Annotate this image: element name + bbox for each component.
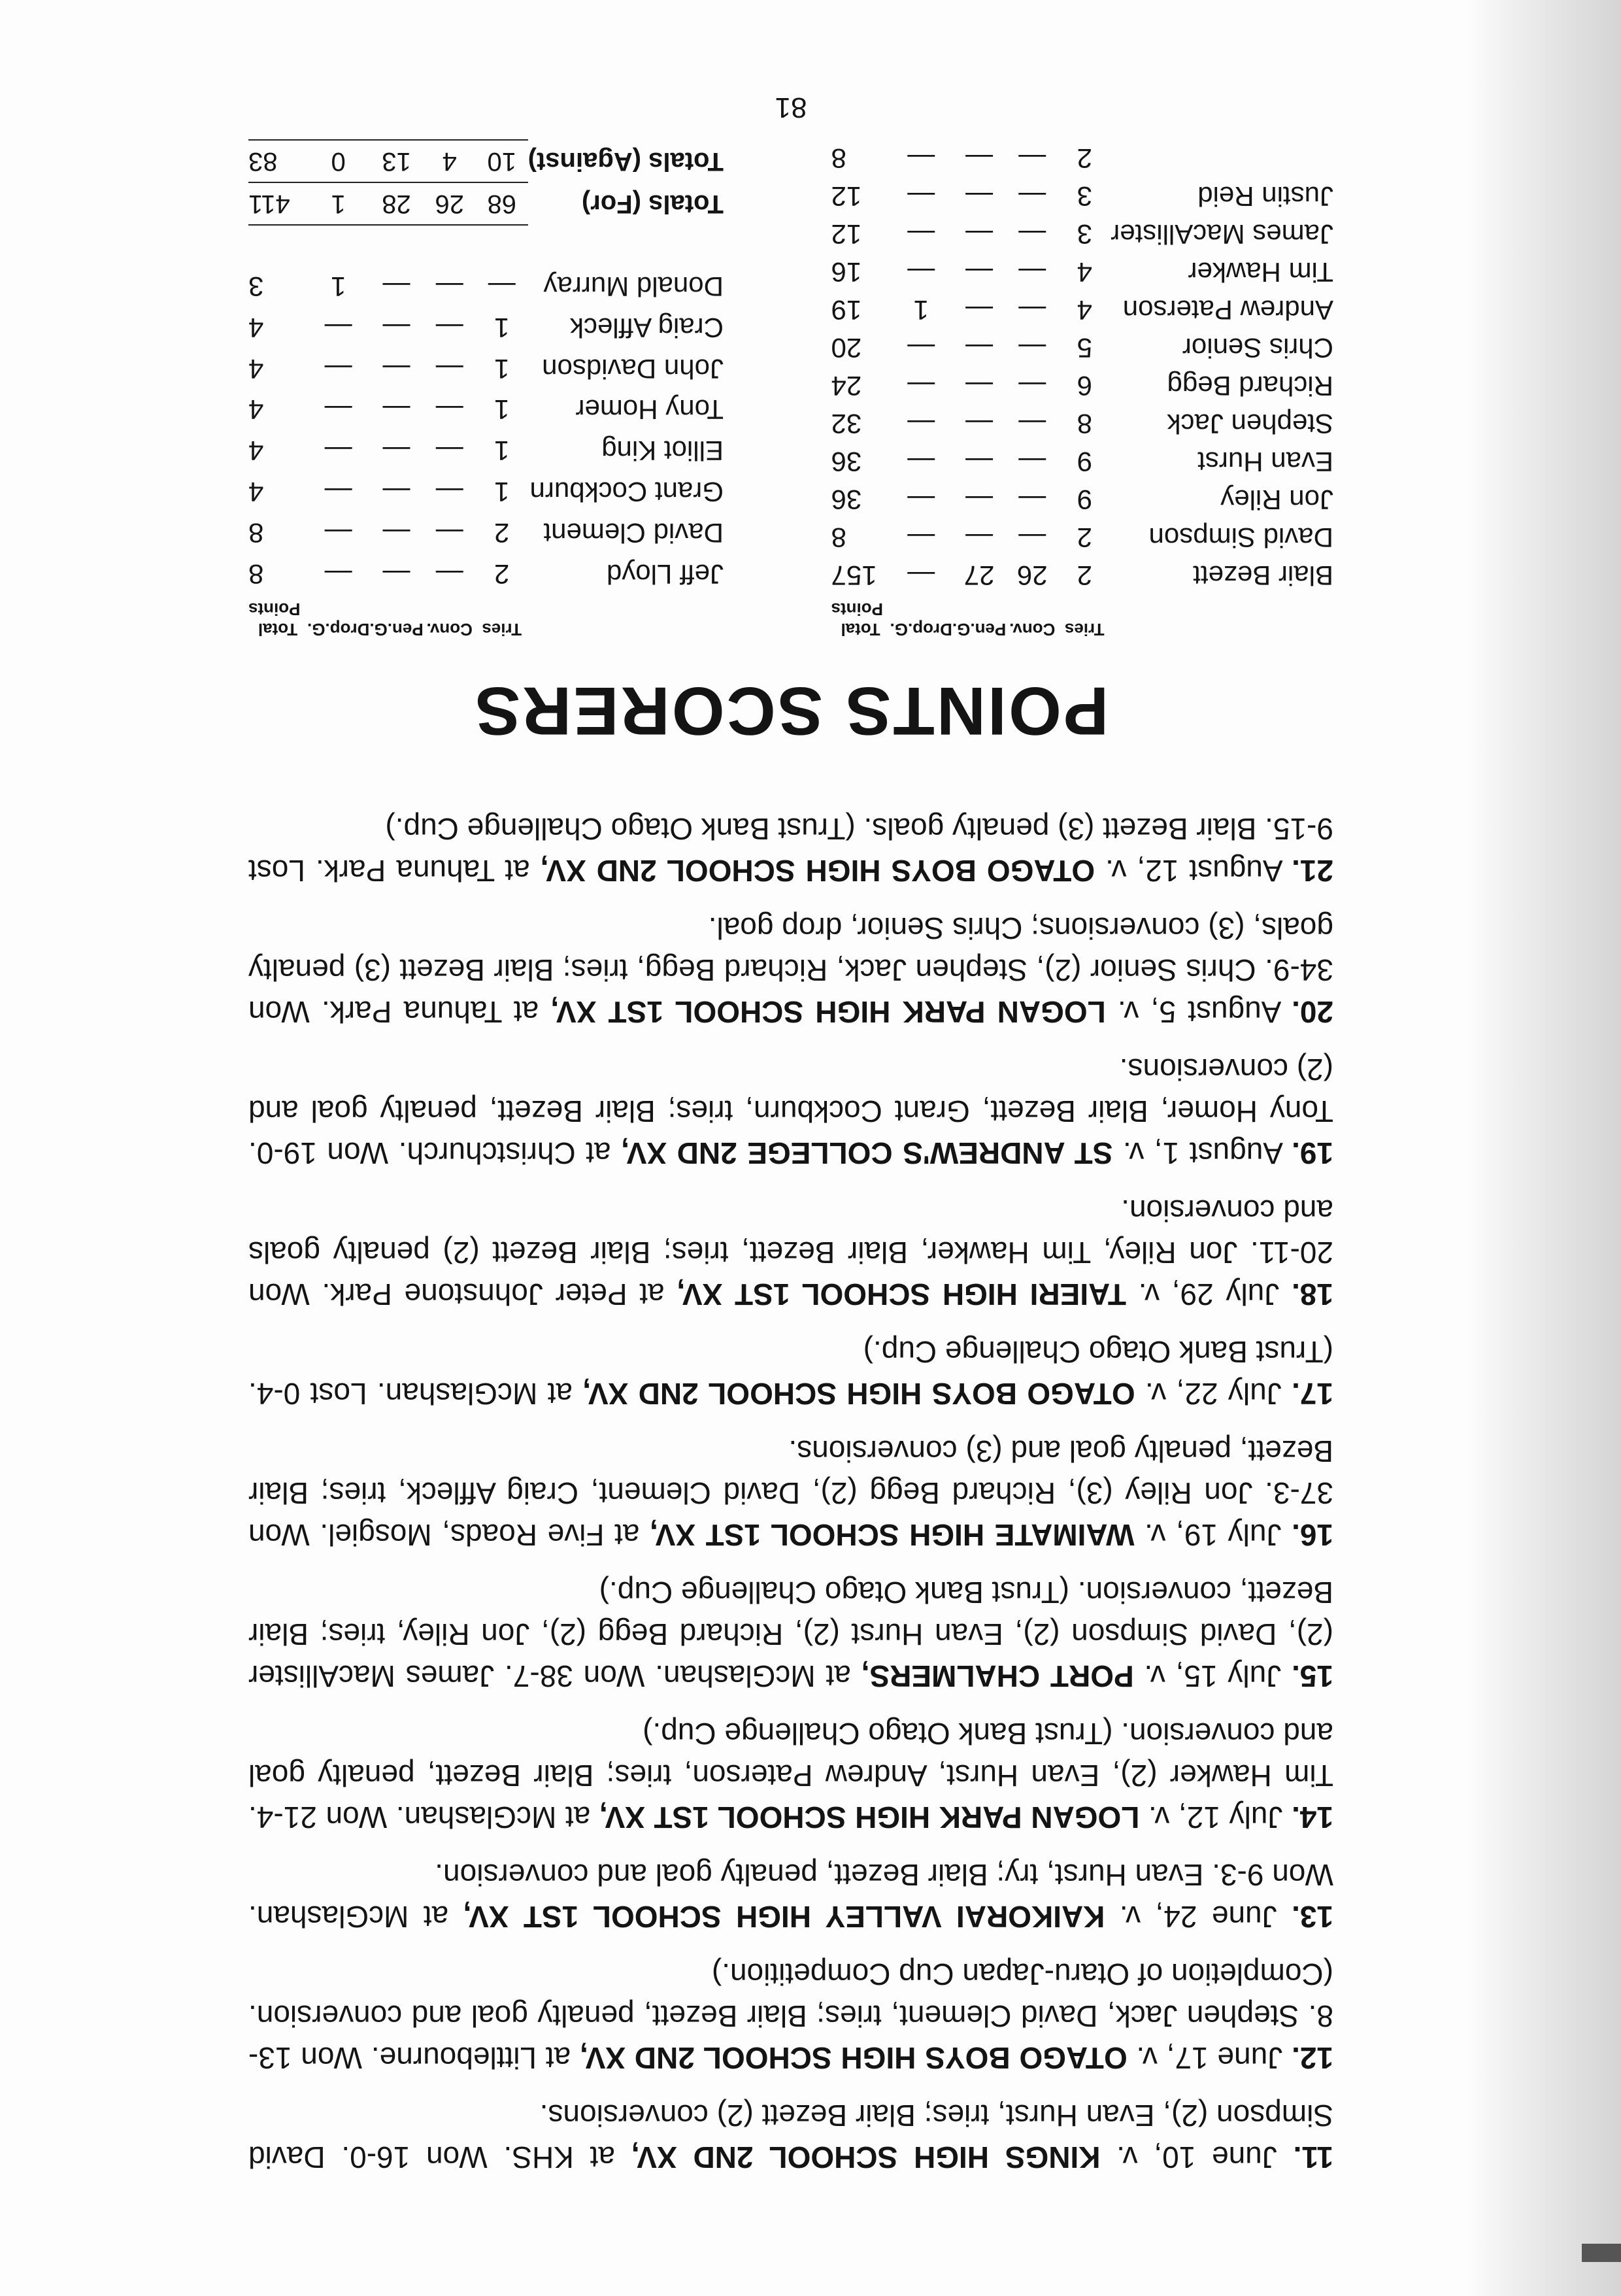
cell-total: 4 <box>248 312 264 343</box>
player-name: Blair Bezett <box>1193 560 1333 591</box>
cell-pen: — <box>965 219 994 250</box>
cell-drop: — <box>907 181 935 212</box>
player-name <box>1111 139 1333 177</box>
cell-conv: — <box>435 558 463 590</box>
cell-conv: — <box>1018 447 1046 477</box>
col-header-points: Points <box>831 599 883 619</box>
cell-total: 16 <box>831 257 862 288</box>
match-date: July 12, v. <box>1139 1800 1292 1834</box>
cell-tries: 10 <box>476 140 528 182</box>
cell-total: 8 <box>248 558 264 590</box>
scorer-row <box>831 215 1333 253</box>
match-number: 11. <box>1293 2140 1333 2174</box>
cell-total: 8 <box>831 522 846 553</box>
cell-drop: — <box>907 143 935 174</box>
match-date: June 24, v. <box>1105 1900 1292 1934</box>
cell-pen: — <box>382 435 410 467</box>
player-name: James MacAllister <box>1111 219 1333 250</box>
cell-pen: — <box>965 181 994 212</box>
cell-pen: — <box>965 143 994 174</box>
match-number: 12. <box>1292 2041 1333 2075</box>
player-name: Tim Hawker <box>1188 257 1333 288</box>
cell-drop: 0 <box>307 140 369 182</box>
match-entry <box>248 1713 1333 1838</box>
cell-total: 83 <box>248 140 307 182</box>
cell-pen: — <box>965 371 994 401</box>
cell-conv: — <box>435 353 463 384</box>
cell-pen: 13 <box>369 140 423 182</box>
match-opponent: LOGAN PARK HIGH SCHOOL 1ST XV, <box>550 995 1106 1029</box>
cell-pen: 28 <box>369 182 423 225</box>
cell-conv: — <box>1018 181 1046 212</box>
match-date: August 12, v. <box>1095 854 1292 888</box>
match-date: July 19, v. <box>1134 1518 1292 1552</box>
cell-conv: — <box>1018 371 1046 401</box>
match-date: June 10, v. <box>1100 2140 1294 2174</box>
cell-drop: — <box>324 435 352 467</box>
match-entry <box>248 1854 1333 1938</box>
match-number: 17. <box>1292 1377 1333 1411</box>
cell-pen: — <box>382 394 410 426</box>
scorer-row <box>831 253 1333 291</box>
match-entry <box>248 1190 1333 1315</box>
cell-total: 19 <box>831 295 862 326</box>
match-details: at Tahuna Park. Won 34-9. Chris Senior (2), Stephen Jack, Richard Begg, tries; Blair Bezett (3) penalty goals, (3) conversions; Chris Senior, drop goal. <box>248 911 1333 1029</box>
cell-total: 36 <box>831 484 862 515</box>
cell-total: 4 <box>248 435 264 467</box>
col-header-pen: Pen.G. <box>952 620 1007 639</box>
cell-pen: — <box>382 558 410 590</box>
match-entry <box>248 1572 1333 1697</box>
cell-total: 20 <box>831 333 862 363</box>
player-name: Chris Senior <box>1182 333 1333 363</box>
cell-total: 12 <box>831 181 862 212</box>
cell-tries: 2 <box>1077 522 1092 553</box>
match-entry <box>248 808 1333 892</box>
cell-pen: — <box>382 353 410 384</box>
col-header-conv: Conv. <box>1009 620 1056 639</box>
match-details: at KHS. Won 16-0. David Simpson (2), Evan Hurst, tries; Blair Bezett (2) conversions. <box>248 2099 1333 2174</box>
match-details: at Five Roads, Mosgiel. Won 37-3. Jon Riley (3), Richard Begg (2), David Clement, Craig Affleck, tries; Blair Bezett, penalty goal and (3) conversions. <box>248 1434 1333 1552</box>
cell-pen: — <box>965 484 994 515</box>
cell-conv: — <box>1018 219 1046 250</box>
cell-conv: — <box>1018 522 1046 553</box>
player-name: Elliot King <box>601 435 724 467</box>
player-name: Evan Hurst <box>1197 447 1333 477</box>
cell-pen: — <box>965 409 994 439</box>
cell-tries: 3 <box>1077 219 1092 250</box>
cell-conv: — <box>435 435 463 467</box>
scorer-row <box>248 266 724 307</box>
cell-pen: 27 <box>963 560 995 591</box>
cell-tries: — <box>488 271 516 303</box>
cell-tries: 1 <box>494 312 510 343</box>
cell-pen: — <box>965 295 994 326</box>
cell-pen: — <box>382 271 410 303</box>
cell-conv: — <box>1018 409 1046 439</box>
col-header-tries: Tries <box>1064 620 1105 639</box>
match-entry <box>248 1953 1333 2079</box>
scorer-row <box>248 182 724 225</box>
match-number: 20. <box>1292 995 1333 1029</box>
cell-drop: 1 <box>307 182 369 225</box>
cell-tries: 9 <box>1077 447 1092 477</box>
col-header-total: Total <box>258 620 298 639</box>
player-name: Stephen Jack <box>1167 409 1333 439</box>
scorer-row <box>248 348 724 389</box>
match-entry <box>248 2095 1333 2178</box>
col-header-pen: Pen.G. <box>369 620 424 639</box>
match-details: at Littlebourne. Won 13-8. Stephen Jack, David Clement, tries; Blair Bezett, penalty goal and conversion. (Completion of Otaru-Japan Cup Competition.) <box>248 1957 1333 2075</box>
match-opponent: KINGS HIGH SCHOOL 2ND XV, <box>631 2140 1101 2174</box>
cell-total: 24 <box>831 371 862 401</box>
col-header-drop: Drop.G. <box>890 620 952 639</box>
cell-drop: — <box>324 477 352 508</box>
cell-drop: — <box>907 522 935 553</box>
cell-pen: — <box>965 447 994 477</box>
match-number: 16. <box>1292 1518 1333 1552</box>
cell-total: 4 <box>248 353 264 384</box>
player-name: Justin Reid <box>1197 181 1333 212</box>
match-details: at McGlashan. Lost 0-4. (Trust Bank Otago Challenge Cup.) <box>248 1335 1333 1411</box>
cell-tries: 2 <box>494 558 510 590</box>
cell-tries: 5 <box>1077 333 1092 363</box>
scorer-row <box>831 481 1333 518</box>
cell-pen: — <box>965 257 994 288</box>
match-entry <box>248 1331 1333 1415</box>
scorer-row <box>831 139 1333 177</box>
match-opponent: KAIKORAI VALLEY HIGH SCHOOL 1ST XV, <box>463 1900 1105 1934</box>
player-name: David Clement <box>543 517 724 549</box>
match-entry <box>248 1049 1333 1174</box>
match-number: 21. <box>1292 854 1333 888</box>
match-date: June 17, v. <box>1127 2041 1292 2075</box>
scorer-row <box>831 443 1333 481</box>
match-number: 13. <box>1292 1900 1333 1934</box>
match-opponent: LOGAN PARK HIGH SCHOOL 1ST XV, <box>599 1800 1140 1834</box>
cell-tries: 1 <box>494 435 510 467</box>
cell-total: 411 <box>248 182 307 225</box>
cell-tries: 1 <box>494 477 510 508</box>
cell-drop: — <box>324 517 352 549</box>
col-header-points: Points <box>248 599 301 619</box>
scorer-row <box>248 389 724 430</box>
scorer-row <box>248 140 724 182</box>
match-date: July 15, v. <box>1133 1659 1292 1693</box>
player-name: Richard Begg <box>1167 371 1333 401</box>
cell-drop: — <box>324 394 352 426</box>
match-opponent: WAIMATE HIGH SCHOOL 1ST XV, <box>650 1518 1135 1552</box>
scorer-row <box>831 367 1333 405</box>
match-opponent: OTAGO BOYS HIGH SCHOOL 2ND XV, <box>540 854 1095 888</box>
col-header-drop: Drop.G. <box>307 620 370 639</box>
cell-conv: — <box>1018 257 1046 288</box>
cell-pen: — <box>965 333 994 363</box>
match-opponent: OTAGO BOYS HIGH SCHOOL 2ND XV, <box>582 1377 1135 1411</box>
points-table-left <box>831 139 1333 644</box>
col-header-conv: Conv. <box>426 620 473 639</box>
cell-conv: — <box>435 477 463 508</box>
scorer-row <box>248 471 724 513</box>
cell-tries: 68 <box>476 182 528 225</box>
spacer-row <box>248 225 724 266</box>
cell-conv: — <box>1018 143 1046 174</box>
match-number: 15. <box>1292 1659 1333 1693</box>
cell-tries: 6 <box>1077 371 1092 401</box>
match-entry <box>248 907 1333 1033</box>
match-details: at McGlashan. Won 9-3. Evan Hurst, try; Blair Bezett, penalty goal and conversion. <box>248 1858 1333 1934</box>
col-header-tries: Tries <box>482 620 522 639</box>
cell-conv: — <box>1018 333 1046 363</box>
cell-conv: — <box>1018 484 1046 515</box>
scorer-row <box>248 512 724 553</box>
match-number: 14. <box>1292 1800 1333 1834</box>
cell-conv: 26 <box>1016 560 1048 591</box>
cell-conv: 4 <box>424 140 476 182</box>
player-name: Grant Cockburn <box>529 477 724 508</box>
cell-conv: — <box>435 271 463 303</box>
cell-drop: — <box>907 257 935 288</box>
match-date: July 22, v. <box>1135 1377 1292 1411</box>
scorer-row <box>831 556 1333 594</box>
scorer-row <box>248 430 724 471</box>
totals-label: Totals (Against) <box>527 147 724 177</box>
cell-drop: — <box>907 484 935 515</box>
scorer-row <box>831 291 1333 329</box>
page-number: 81 <box>775 92 807 124</box>
scorer-row <box>831 405 1333 443</box>
cell-total: 4 <box>248 394 264 426</box>
match-opponent: ST ANDREW'S COLLEGE 2ND XV, <box>621 1136 1113 1170</box>
player-name: Jeff Lloyd <box>606 558 724 590</box>
match-details: at Christchurch. Won 19-0. Tony Homer, Blair Bezett, Grant Cockburn, tries; Blair Bezett, penalty goal and (2) conversions. <box>248 1053 1333 1170</box>
scorer-row <box>831 329 1333 367</box>
cell-pen: — <box>965 522 994 553</box>
cell-tries: 2 <box>1077 143 1092 174</box>
cell-conv: — <box>435 394 463 426</box>
cell-conv: 26 <box>424 182 476 225</box>
scorer-row <box>831 177 1333 215</box>
cell-total: 12 <box>831 219 862 250</box>
totals-label: Totals (For) <box>581 190 724 218</box>
cell-drop: — <box>907 409 935 439</box>
player-name: David Simpson <box>1148 522 1333 553</box>
match-opponent: OTAGO BOYS HIGH SCHOOL 2ND XV, <box>580 2041 1128 2075</box>
match-opponent: TAIERI HIGH SCHOOL 1ST XV, <box>677 1277 1126 1311</box>
cell-drop: — <box>907 371 935 401</box>
match-number: 18. <box>1292 1277 1333 1311</box>
cell-total: 157 <box>831 560 877 591</box>
cell-tries: 4 <box>1077 295 1092 326</box>
section-title: POINTS SCORERS <box>473 673 1109 749</box>
col-header-total: Total <box>841 620 880 639</box>
points-tables <box>248 139 1333 644</box>
match-details: at Tahuna Park. Lost 9-15. Blair Bezett (3) penalty goals. (Trust Bank Otago Challenge Cup.) <box>248 812 1333 888</box>
cell-drop: 1 <box>913 295 929 326</box>
cell-pen: — <box>382 477 410 508</box>
cell-total: 36 <box>831 447 862 477</box>
cell-tries: 9 <box>1077 484 1092 515</box>
cell-pen: — <box>382 517 410 549</box>
cell-drop: — <box>907 447 935 477</box>
match-date: August 5, v. <box>1105 995 1292 1029</box>
cell-total: 32 <box>831 409 862 439</box>
cell-drop: — <box>907 560 935 591</box>
player-name: Tony Homer <box>575 394 724 426</box>
match-entry <box>248 1430 1333 1556</box>
scorer-row <box>248 553 724 594</box>
player-name: Jon Riley <box>1220 484 1333 515</box>
cell-tries: 3 <box>1077 181 1092 212</box>
scorer-row <box>831 518 1333 556</box>
match-number: 19. <box>1292 1136 1333 1170</box>
points-table-right <box>248 139 724 644</box>
match-details: at McGlashan. Won 38-7. James MacAllister (2), David Simpson (2), Evan Hurst (2), Richard Begg (2), Jon Riley, tries; Blair Bezett, conversion. (Trust Bank Otago Challenge Cup.) <box>248 1576 1333 1693</box>
cell-conv: — <box>1018 295 1046 326</box>
match-date: August 1, v. <box>1112 1136 1292 1170</box>
cell-tries: 4 <box>1077 257 1092 288</box>
cell-total: 3 <box>248 271 264 303</box>
cell-drop: — <box>907 219 935 250</box>
cell-tries: 8 <box>1077 409 1092 439</box>
cell-tries: 2 <box>1077 560 1092 591</box>
cell-total: 4 <box>248 477 264 508</box>
player-name: Donald Murray <box>543 271 724 303</box>
cell-total: 8 <box>831 143 846 174</box>
cell-total: 8 <box>248 517 264 549</box>
match-details: at Peter Johnstone Park. Won 20-11. Jon Riley, Tim Hawker, Blair Bezett, tries; Blair Bezett (2) penalty goals and conversion. <box>248 1194 1333 1311</box>
match-opponent: PORT CHALMERS, <box>861 1659 1134 1693</box>
cell-tries: 1 <box>494 394 510 426</box>
match-reports <box>248 808 1333 2178</box>
cell-drop: — <box>907 333 935 363</box>
cell-drop: 1 <box>331 271 346 303</box>
player-name: Andrew Paterson <box>1122 295 1333 326</box>
player-name: John Davidson <box>542 353 724 384</box>
cell-drop: — <box>324 558 352 590</box>
cell-drop: — <box>324 353 352 384</box>
player-name: Craig Affleck <box>569 312 724 343</box>
cell-conv: — <box>435 312 463 343</box>
cell-pen: — <box>382 312 410 343</box>
cell-drop: — <box>324 312 352 343</box>
page-content <box>248 91 1333 2178</box>
cell-tries: 2 <box>494 517 510 549</box>
cell-tries: 1 <box>494 353 510 384</box>
scorer-row <box>248 307 724 348</box>
match-date: July 29, v. <box>1126 1277 1292 1311</box>
cell-conv: — <box>435 517 463 549</box>
match-details: at McGlashan. Won 21-4. Tim Hawker (2), Evan Hurst, Andrew Paterson, tries; Blair Bezett, penalty goal and conversion. (Trust Bank Otago Challenge Cup.) <box>248 1717 1333 1834</box>
